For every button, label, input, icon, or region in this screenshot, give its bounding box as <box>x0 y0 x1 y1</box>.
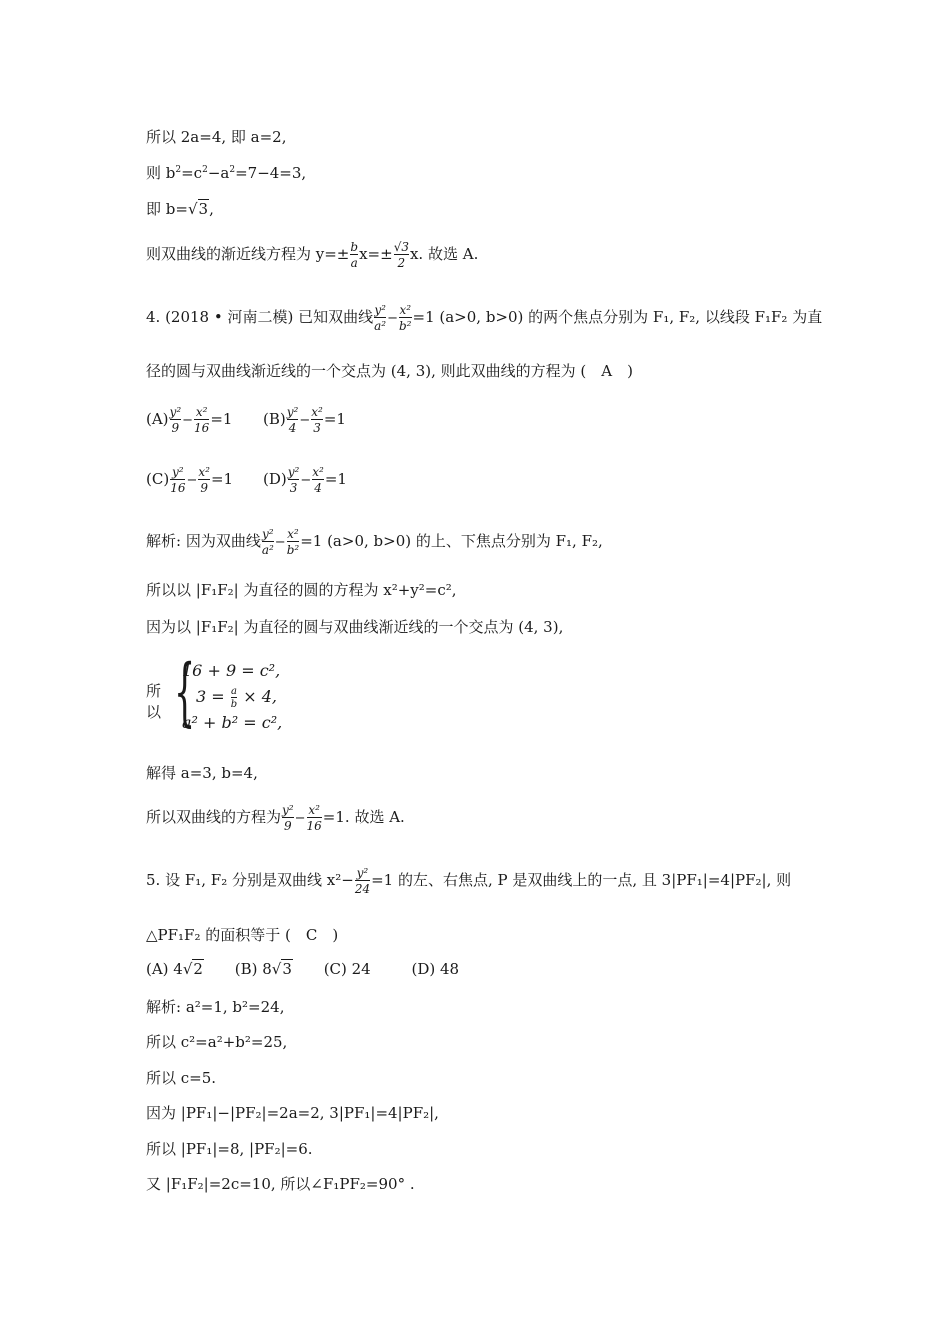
fraction: $\frac{\text{x²}}{\text{b²}}$ <box>399 303 412 333</box>
option-a: (A) $\frac{\text{y²}}{9}$ − $\frac{\text{x²}}{16}$ =1 <box>146 405 233 435</box>
solution-line: 所以双曲线的方程为 $\frac{\text{y²}}{9}$ − $\frac{\text{x²}}{16}$ =1. 故选 A. <box>146 803 405 833</box>
option-d: (D) $\frac{\text{y²}}{3}$ − $\frac{\text{x²}}{4}$ =1 <box>263 465 347 495</box>
solution-line: 所以 c=5. <box>146 1069 217 1087</box>
question-4-stem-cont: 径的圆与双曲线渐近线的一个交点为 (4, 3), 则此双曲线的方程为 ( A ) <box>146 362 633 380</box>
text-line: 所以 2a=4, 即 a=2, <box>146 128 287 146</box>
solution-line: 解析: 因为双曲线 $\frac{\text{y²}}{\text{a²}}$ − $\frac{\text{x²}}{\text{b²}}$ =1 (a>0, b>0) 的上、下焦点分别为 F₁, F₂, <box>146 527 603 557</box>
fraction: $\frac{b}{a}$ <box>350 240 359 270</box>
system-equation: 3 = $\frac{a}{b}$ × 4, <box>196 685 278 710</box>
option-c: (C) $\frac{\text{y²}}{16}$ − $\frac{\text{x²}}{9}$ =1 <box>146 465 234 495</box>
question-4-stem: 4. (2018 • 河南二模) 已知双曲线 $\frac{\text{y²}}{\text{a²}}$ − $\frac{\text{x²}}{\text{b²}}$ =1 (a>0, b>0) 的两个焦点分别为 F₁, F₂, 以线段 F₁F₂ 为直 <box>146 303 823 333</box>
fraction: $\frac{\text{y²}}{\text{a²}}$ <box>374 303 387 333</box>
system-equation: a² + b² = c², <box>182 713 283 732</box>
solution-line: 所以以 |F₁F₂| 为直径的圆的方程为 x²+y²=c², <box>146 581 457 599</box>
fraction: $\frac{√3}{2}$ <box>393 240 409 270</box>
question-5-stem: 5. 设 F₁, F₂ 分别是双曲线 x²− $\frac{\text{y²}}{24}$ =1 的左、右焦点, P 是双曲线上的一点, 且 3|PF₁|=4|PF₂|, 则 <box>146 866 792 896</box>
text-line: 则 $b^2=c^2-a^2=7-4=3$, <box>146 164 307 182</box>
solution-line: 所以 c²=a²+b²=25, <box>146 1033 288 1051</box>
sqrt-expression: √3 <box>187 200 209 218</box>
solution-line: 所以 |PF₁|=8, |PF₂|=6. <box>146 1140 313 1158</box>
question-5-options: (A) 4√2 (B) 8√3 (C) 24 (D) 48 <box>146 960 460 978</box>
solution-line: 又 |F₁F₂|=2c=10, 所以∠F₁PF₂=90° . <box>146 1175 415 1193</box>
text-line: 即 b=√3, <box>146 200 214 218</box>
question-5-stem-cont: △PF₁F₂ 的面积等于 ( C ) <box>146 926 339 944</box>
system-lead: 所以 <box>146 682 162 721</box>
text-line: 则双曲线的渐近线方程为 y=± $\frac{b}{a}$ x=± $\frac{√3}{2}$ x. 故选 A. <box>146 240 479 270</box>
brace-symbol: { <box>174 649 196 735</box>
solution-line: 因为 |PF₁|−|PF₂|=2a=2, 3|PF₁|=4|PF₂|, <box>146 1104 439 1122</box>
solution-line: 因为以 |F₁F₂| 为直径的圆与双曲线渐近线的一个交点为 (4, 3), <box>146 618 564 636</box>
option-b: (B) $\frac{\text{y²}}{4}$ − $\frac{\text{x²}}{3}$ =1 <box>263 405 346 435</box>
solution-line: 解析: a²=1, b²=24, <box>146 998 285 1016</box>
solution-line: 解得 a=3, b=4, <box>146 764 258 782</box>
system-equation: 16 + 9 = c², <box>182 661 281 680</box>
